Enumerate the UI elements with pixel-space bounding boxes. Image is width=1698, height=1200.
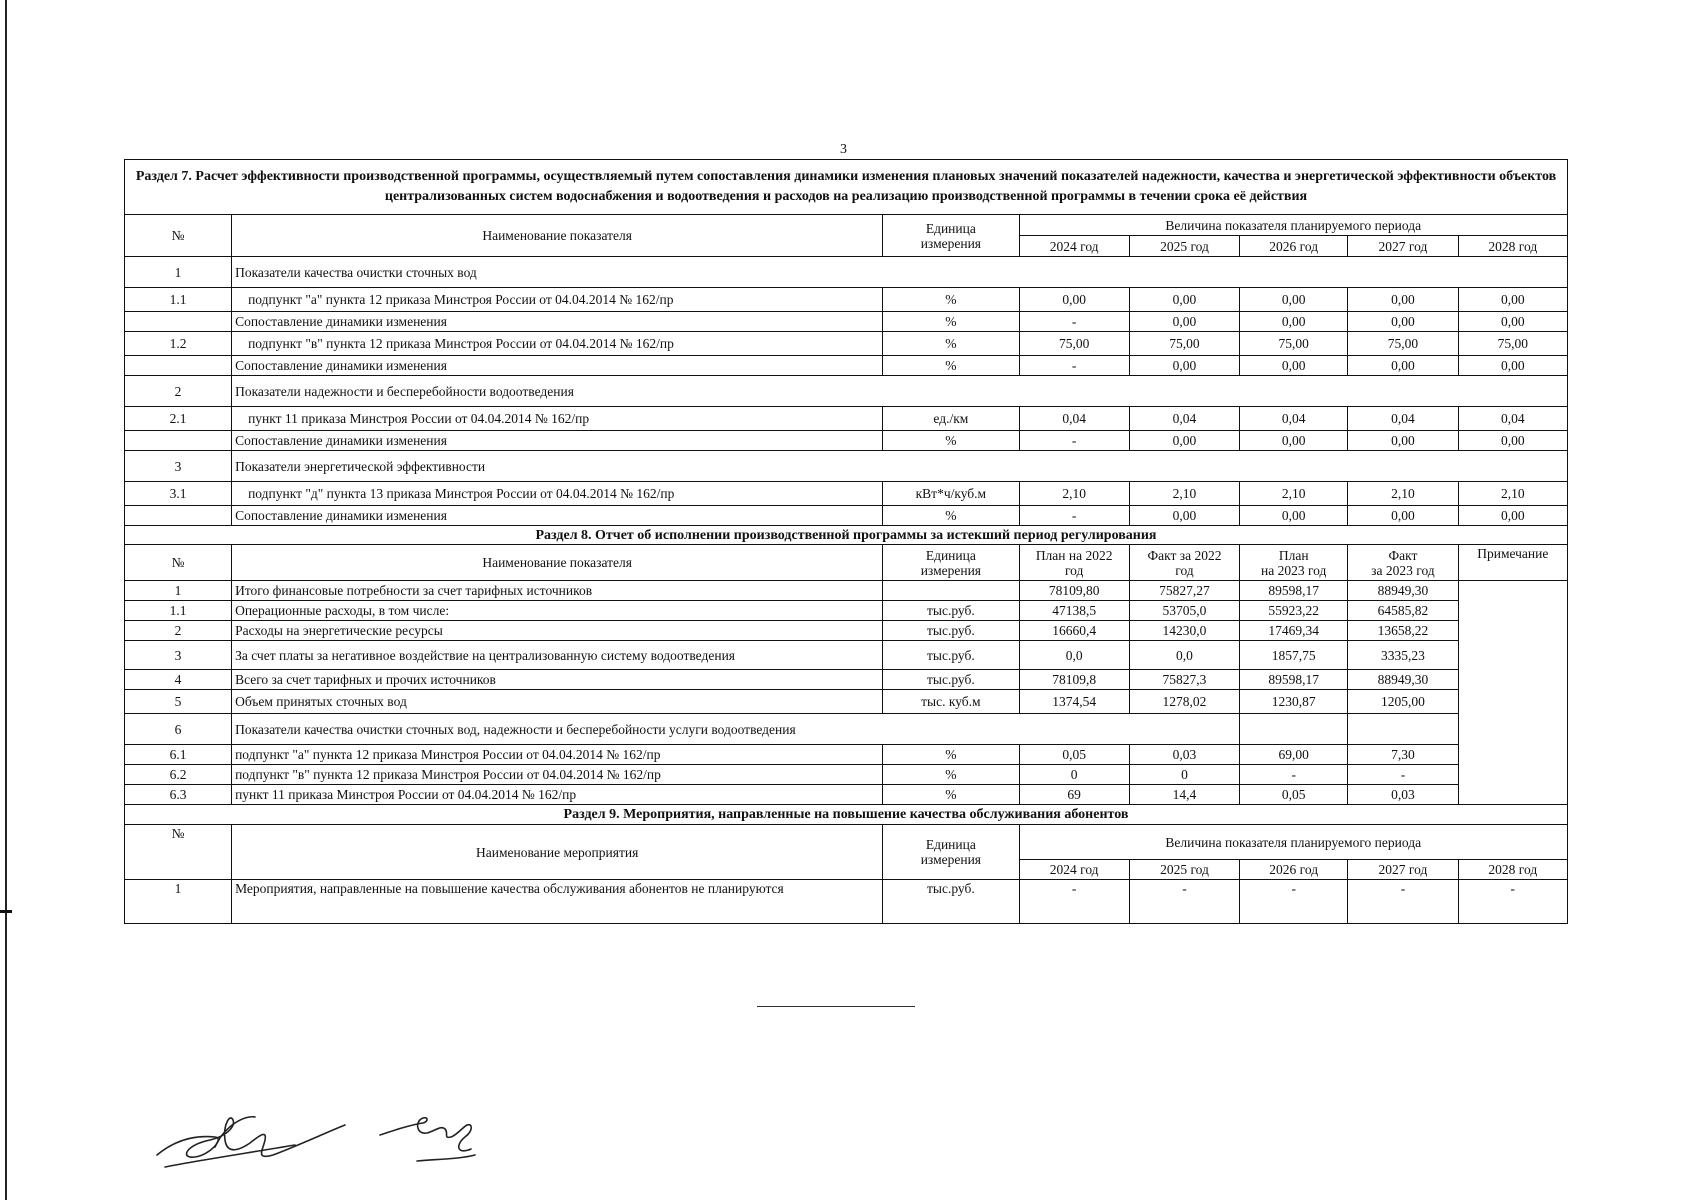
value-cell: 69 — [1019, 785, 1129, 805]
column-header-unit — [883, 545, 1019, 581]
row-number: 3 — [125, 451, 232, 482]
header-line: План — [1278, 547, 1309, 563]
row-number: 2 — [125, 621, 232, 641]
row-number: 1.1 — [125, 601, 232, 621]
value-cell: 0,00 — [1240, 312, 1348, 332]
value-cell: 55923,22 — [1240, 601, 1348, 621]
unit-cell: тыс.руб. — [883, 880, 1019, 924]
value-cell: 14230,0 — [1129, 621, 1239, 641]
table-row — [125, 601, 1568, 621]
value-cell: 75,00 — [1129, 332, 1239, 356]
header-line: Единица — [925, 547, 976, 563]
row-number: 1.1 — [125, 288, 232, 312]
value-cell: - — [1240, 880, 1348, 924]
row-number: 1 — [125, 581, 232, 601]
value-cell: 0 — [1019, 765, 1129, 785]
value-cell: 0,0 — [1129, 641, 1239, 670]
row-number — [125, 431, 232, 451]
header-line: Единица — [925, 837, 976, 852]
header-row — [125, 825, 1568, 860]
value-cell: 2,10 — [1348, 482, 1458, 506]
column-header-plan-2022 — [1019, 545, 1129, 581]
section-7-title: Раздел 7. Расчет эффективности производственной программы, осуществляемый путем сопоставления динамики изменения плановых значений показателей надежности, качества и энергетической эффективности объектов централизованных систем водоснабжения и водоотведения и расходов на реализацию производственной программы в течении срока её действия — [125, 160, 1568, 215]
header-row — [125, 215, 1568, 236]
unit-cell: % — [883, 745, 1019, 765]
column-header-note: Примечание — [1458, 545, 1567, 581]
header-line: год — [1064, 562, 1084, 578]
value-cell: 2,10 — [1129, 482, 1239, 506]
column-header-year: 2024 год — [1019, 236, 1129, 257]
note-cell — [1458, 581, 1567, 805]
value-cell: 89598,17 — [1240, 581, 1348, 601]
value-cell: 1278,02 — [1129, 690, 1239, 714]
row-number: 1 — [125, 257, 232, 288]
table-row — [125, 407, 1568, 431]
value-cell: 3335,23 — [1348, 641, 1458, 670]
group-row — [125, 714, 1568, 745]
value-cell: 75,00 — [1240, 332, 1348, 356]
table-row — [125, 482, 1568, 506]
value-cell: 0,00 — [1458, 356, 1567, 376]
row-number: 2.1 — [125, 407, 232, 431]
empty-cell — [1240, 714, 1348, 745]
value-cell: 0,05 — [1240, 785, 1348, 805]
value-cell: 0,00 — [1458, 312, 1567, 332]
header-row — [125, 545, 1568, 581]
row-number: 6.2 — [125, 765, 232, 785]
column-header-year: 2026 год — [1240, 236, 1348, 257]
row-number — [125, 312, 232, 332]
value-cell: 88949,30 — [1348, 670, 1458, 690]
column-header-num: № — [125, 215, 232, 257]
footer-rule — [757, 1006, 915, 1007]
section-9-title: Раздел 9. Мероприятия, направленные на повышение качества обслуживания абонентов — [125, 805, 1568, 825]
value-cell: 0,00 — [1129, 431, 1239, 451]
table-row — [125, 581, 1568, 601]
table-row — [125, 288, 1568, 312]
value-cell: 75827,3 — [1129, 670, 1239, 690]
value-cell: 17469,34 — [1240, 621, 1348, 641]
value-cell: 7,30 — [1348, 745, 1458, 765]
table-row — [125, 745, 1568, 765]
table-row — [125, 506, 1568, 526]
header-line: Факт за 2022 — [1147, 547, 1222, 563]
column-header-plan-2023 — [1240, 545, 1348, 581]
header-line: Единица — [925, 220, 976, 236]
column-header-name: Наименование мероприятия — [232, 825, 883, 880]
value-cell: 0,00 — [1019, 288, 1129, 312]
value-cell: - — [1458, 880, 1567, 924]
signatures-image — [155, 1095, 535, 1185]
value-cell: 0,00 — [1129, 356, 1239, 376]
group-label: Показатели качества очистки сточных вод — [232, 257, 1568, 288]
value-cell: 0,03 — [1348, 785, 1458, 805]
header-line: за 2023 год — [1371, 562, 1435, 578]
unit-cell: тыс.руб. — [883, 601, 1019, 621]
table-row — [125, 765, 1568, 785]
section-title-row — [125, 160, 1568, 215]
table-row — [125, 356, 1568, 376]
unit-cell: % — [883, 506, 1019, 526]
column-header-unit — [883, 215, 1019, 257]
column-header-year: 2027 год — [1348, 236, 1458, 257]
row-number: 4 — [125, 670, 232, 690]
value-cell: 0,04 — [1129, 407, 1239, 431]
indicator-name: Сопоставление динамики изменения — [232, 312, 883, 332]
row-number: 6 — [125, 714, 232, 745]
column-header-year: 2028 год — [1458, 236, 1567, 257]
row-number: 3 — [125, 641, 232, 670]
column-header-year: 2028 год — [1458, 860, 1567, 880]
value-cell: - — [1348, 880, 1458, 924]
header-line: на 2023 год — [1261, 562, 1327, 578]
value-cell: - — [1019, 506, 1129, 526]
column-header-num: № — [125, 545, 232, 581]
header-line: Факт — [1388, 547, 1418, 563]
indicator-name: пункт 11 приказа Минстроя России от 04.04.2014 № 162/пр — [232, 407, 883, 431]
unit-cell: % — [883, 356, 1019, 376]
value-cell: 0,04 — [1240, 407, 1348, 431]
empty-cell — [1348, 714, 1458, 745]
value-cell: - — [1129, 880, 1239, 924]
value-cell: 78109,80 — [1019, 581, 1129, 601]
unit-cell: % — [883, 785, 1019, 805]
row-number: 1 — [125, 880, 232, 924]
row-number: 6.3 — [125, 785, 232, 805]
value-cell: 0,00 — [1129, 312, 1239, 332]
value-cell: 69,00 — [1240, 745, 1348, 765]
value-cell: 0,00 — [1240, 506, 1348, 526]
value-cell: 0,0 — [1019, 641, 1129, 670]
value-cell: 0,00 — [1240, 288, 1348, 312]
value-cell: 2,10 — [1458, 482, 1567, 506]
row-number — [125, 506, 232, 526]
value-cell: 0,04 — [1019, 407, 1129, 431]
unit-cell: ед./км — [883, 407, 1019, 431]
unit-cell: % — [883, 332, 1019, 356]
indicator-name: Сопоставление динамики изменения — [232, 431, 883, 451]
table-row — [125, 670, 1568, 690]
table-row — [125, 785, 1568, 805]
group-row — [125, 451, 1568, 482]
column-header-fact-2022 — [1129, 545, 1239, 581]
group-label: Показатели качества очистки сточных вод, надежности и бесперебойности услуги водоотведения — [232, 714, 1240, 745]
value-cell: 0,00 — [1240, 356, 1348, 376]
indicator-name: Расходы на энергетические ресурсы — [232, 621, 883, 641]
unit-cell: кВт*ч/куб.м — [883, 482, 1019, 506]
unit-cell: % — [883, 312, 1019, 332]
value-cell: 0,00 — [1348, 356, 1458, 376]
row-number: 5 — [125, 690, 232, 714]
indicator-name: подпункт "а" пункта 12 приказа Минстроя России от 04.04.2014 № 162/пр — [232, 745, 883, 765]
column-header-fact-2023 — [1348, 545, 1458, 581]
unit-cell: тыс. куб.м — [883, 690, 1019, 714]
value-cell: 0,03 — [1129, 745, 1239, 765]
value-cell: 75,00 — [1458, 332, 1567, 356]
page-number: 3 — [840, 142, 847, 157]
column-header-year: 2024 год — [1019, 860, 1129, 880]
scan-edge-line — [5, 0, 7, 1200]
value-cell: 1857,75 — [1240, 641, 1348, 670]
value-cell: 2,10 — [1019, 482, 1129, 506]
column-header-name: Наименование показателя — [232, 215, 883, 257]
value-cell: - — [1348, 765, 1458, 785]
value-cell: 1205,00 — [1348, 690, 1458, 714]
value-cell: 0,04 — [1458, 407, 1567, 431]
value-cell: 1230,87 — [1240, 690, 1348, 714]
indicator-name: Сопоставление динамики изменения — [232, 356, 883, 376]
column-header-name: Наименование показателя — [232, 545, 883, 581]
header-line: измерения — [920, 235, 982, 251]
scan-edge-mark — [0, 910, 12, 913]
value-cell: 0,04 — [1348, 407, 1458, 431]
unit-cell: тыс.руб. — [883, 641, 1019, 670]
group-label: Показатели надежности и бесперебойности водоотведения — [232, 376, 1568, 407]
table-row — [125, 621, 1568, 641]
table-row — [125, 312, 1568, 332]
section-title-row — [125, 805, 1568, 825]
group-row — [125, 376, 1568, 407]
unit-cell: % — [883, 431, 1019, 451]
indicator-name: Операционные расходы, в том числе: — [232, 601, 883, 621]
value-cell: - — [1019, 880, 1129, 924]
value-cell: 75,00 — [1348, 332, 1458, 356]
column-header-year: 2025 год — [1129, 236, 1239, 257]
row-number — [125, 356, 232, 376]
value-cell: 53705,0 — [1129, 601, 1239, 621]
column-header-year: 2026 год — [1240, 860, 1348, 880]
value-cell: 0,00 — [1348, 506, 1458, 526]
group-label: Показатели энергетической эффективности — [232, 451, 1568, 482]
table-row — [125, 880, 1568, 924]
value-cell: 0,00 — [1348, 312, 1458, 332]
value-cell: - — [1240, 765, 1348, 785]
row-number: 3.1 — [125, 482, 232, 506]
value-cell: 78109,8 — [1019, 670, 1129, 690]
value-cell: 75,00 — [1019, 332, 1129, 356]
table-row — [125, 332, 1568, 356]
value-cell: 88949,30 — [1348, 581, 1458, 601]
group-row — [125, 257, 1568, 288]
section-8-title: Раздел 8. Отчет об исполнении производственной программы за истекший период регулирования — [125, 526, 1568, 545]
value-cell: 0,00 — [1458, 506, 1567, 526]
indicator-name: Сопоставление динамики изменения — [232, 506, 883, 526]
header-line: измерения — [920, 562, 982, 578]
unit-cell: % — [883, 765, 1019, 785]
column-header-year: 2027 год — [1348, 860, 1458, 880]
value-cell: 47138,5 — [1019, 601, 1129, 621]
header-line: измерения — [920, 852, 982, 867]
value-cell: 1374,54 — [1019, 690, 1129, 714]
unit-cell: % — [883, 288, 1019, 312]
table-row — [125, 431, 1568, 451]
value-cell: 0,00 — [1129, 288, 1239, 312]
row-number: 6.1 — [125, 745, 232, 765]
value-cell: 14,4 — [1129, 785, 1239, 805]
value-cell: 0 — [1129, 765, 1239, 785]
row-number: 2 — [125, 376, 232, 407]
indicator-name: подпункт "в" пункта 12 приказа Минстроя России от 04.04.2014 № 162/пр — [232, 765, 883, 785]
column-header-unit — [883, 825, 1019, 880]
indicator-name: Объем принятых сточных вод — [232, 690, 883, 714]
value-cell: - — [1019, 431, 1129, 451]
value-cell: 0,00 — [1458, 288, 1567, 312]
value-cell: 13658,22 — [1348, 621, 1458, 641]
value-cell: - — [1019, 312, 1129, 332]
value-cell: 2,10 — [1240, 482, 1348, 506]
value-cell: - — [1019, 356, 1129, 376]
value-cell: 0,05 — [1019, 745, 1129, 765]
row-number: 1.2 — [125, 332, 232, 356]
section-title-row — [125, 526, 1568, 545]
table-row — [125, 690, 1568, 714]
column-header-num: № — [125, 825, 232, 880]
indicator-name: подпункт "д" пункта 13 приказа Минстроя России от 04.04.2014 № 162/пр — [232, 482, 883, 506]
value-cell: 0,00 — [1240, 431, 1348, 451]
value-cell: 0,00 — [1129, 506, 1239, 526]
indicator-name: подпункт "а" пункта 12 приказа Минстроя России от 04.04.2014 № 162/пр — [232, 288, 883, 312]
value-cell: 89598,17 — [1240, 670, 1348, 690]
value-cell: 16660,4 — [1019, 621, 1129, 641]
indicator-name: подпункт "в" пункта 12 приказа Минстроя России от 04.04.2014 № 162/пр — [232, 332, 883, 356]
column-header-group: Величина показателя планируемого периода — [1019, 215, 1568, 236]
value-cell: 75827,27 — [1129, 581, 1239, 601]
indicator-name: За счет платы за негативное воздействие на централизованную систему водоотведения — [232, 641, 883, 670]
indicator-name: Всего за счет тарифных и прочих источников — [232, 670, 883, 690]
report-table — [124, 159, 1568, 924]
column-header-group: Величина показателя планируемого периода — [1019, 825, 1568, 860]
column-header-year: 2025 год — [1129, 860, 1239, 880]
measure-name: Мероприятия, направленные на повышение качества обслуживания абонентов не планируются — [232, 880, 883, 924]
unit-cell: тыс.руб. — [883, 621, 1019, 641]
value-cell: 64585,82 — [1348, 601, 1458, 621]
unit-cell: тыс.руб. — [883, 670, 1019, 690]
indicator-name: пункт 11 приказа Минстроя России от 04.04.2014 № 162/пр — [232, 785, 883, 805]
unit-cell — [883, 581, 1019, 601]
indicator-name: Итого финансовые потребности за счет тарифных источников — [232, 581, 883, 601]
value-cell: 0,00 — [1348, 288, 1458, 312]
table-row — [125, 641, 1568, 670]
header-line: План на 2022 — [1035, 547, 1113, 563]
value-cell: 0,00 — [1348, 431, 1458, 451]
header-line: год — [1175, 562, 1194, 578]
value-cell: 0,00 — [1458, 431, 1567, 451]
